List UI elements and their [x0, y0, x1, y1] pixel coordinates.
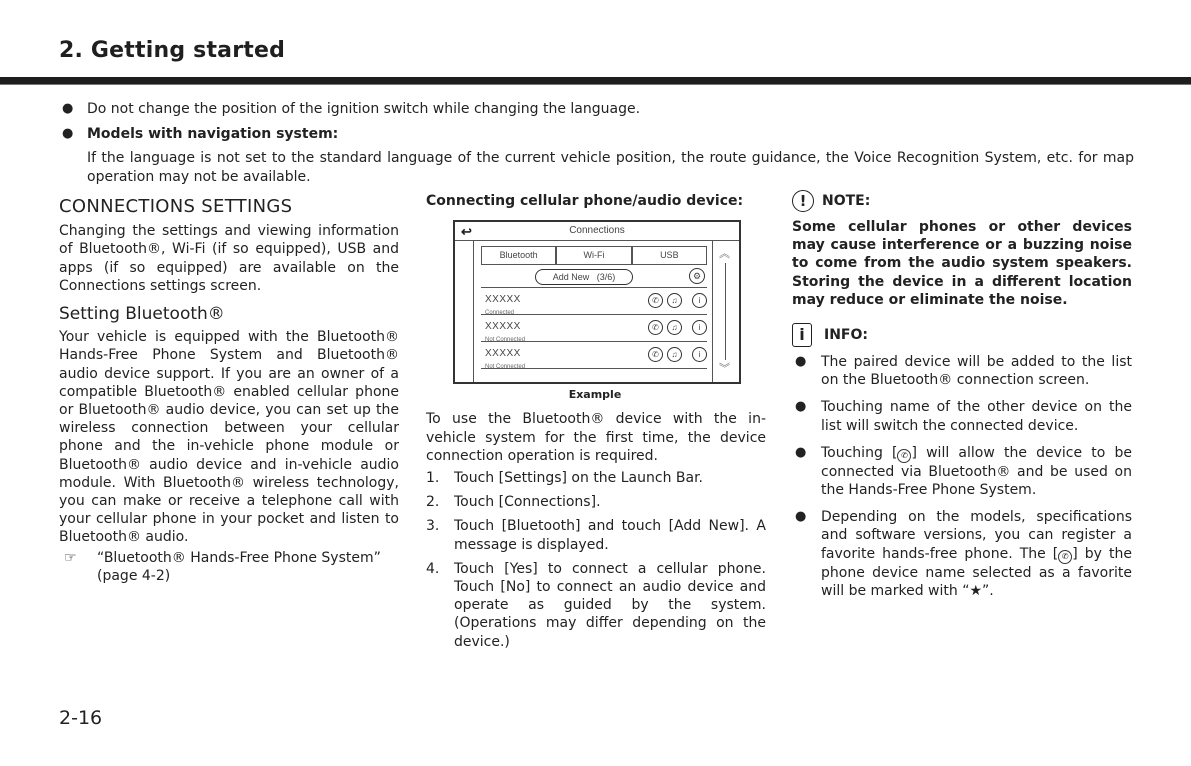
- info-icon: i: [792, 323, 812, 347]
- page-reference-link[interactable]: ☞ “Bluetooth® Hands-Free Phone System” (page 4-2): [64, 549, 381, 584]
- scroll-up-icon: ︽: [719, 248, 730, 261]
- tab-bluetooth: Bluetooth: [481, 246, 556, 264]
- phone-icon: ✆: [1058, 550, 1072, 564]
- device-row: XXXXX Connected ✆ ♫ i: [481, 287, 707, 314]
- subsection-text: Your vehicle is equipped with the Bluetooth® Hands-Free Phone System and Bluetooth® audio device support. If you are an owner of a compatible Bluetooth® enabled cellular phone or Bluetooth® audio device, you can set up the wireless connection between your cellular phone and the in-vehicle phone module or Bluetooth® audio device and in-vehicle audio module. With Bluetooth® wireless technology, you can make or receive a telephone call with your cellular phone in your pocket and listen to Bluetooth® audio.: [59, 329, 399, 546]
- bullet-icon: ●: [62, 125, 74, 141]
- intro-text: To use the Bluetooth® device with the in-vehicle system for the first time, the device connection operation is required.: [426, 411, 766, 464]
- scroll-down-icon: ︾: [719, 363, 730, 375]
- info-icon: i: [692, 293, 707, 308]
- scroll-track: [725, 263, 726, 360]
- music-icon: ♫: [667, 320, 682, 335]
- list-item: ● Touching name of the other device on the list will switch the connected device.: [795, 399, 1132, 434]
- figure-caption: Example: [568, 388, 622, 402]
- screen-body: [481, 246, 707, 369]
- list-item: ● The paired device will be added to the list on the Bluetooth® connection screen.: [795, 354, 1132, 389]
- screen-title: Connections: [569, 225, 625, 237]
- list-item-text: If the language is not set to the standard language of the current vehicle position, the route guidance, the Voice Recognition System, etc. for map operation may not be available.: [87, 150, 1134, 185]
- info-icon: i: [692, 347, 707, 362]
- note-text: Some cellular phones or other devices may cause interference or a buzzing noise to come from the audio system speakers. Storing the device in a different location may reduce or eliminate the noise.: [792, 219, 1132, 308]
- column-middle: [426, 192, 766, 657]
- bullet-icon: ●: [795, 399, 807, 415]
- pointing-hand-icon: ☞: [64, 549, 77, 566]
- subsection-title: Setting Bluetooth®: [59, 304, 225, 325]
- list-item: ● Depending on the models, specifications and software versions, you can register a favorite hands-free phone. The [ ✆ ] by the phone device name selected as a favorite will be marked with “★”.: [795, 509, 1132, 599]
- screen-left-panel: [455, 241, 474, 382]
- list-item: [59, 125, 1134, 187]
- subsection-heading: Connecting cellular phone/audio device:: [426, 193, 744, 209]
- steps-list: [426, 469, 766, 651]
- back-icon: ↩: [461, 224, 472, 240]
- tab-wifi: Wi-Fi: [556, 246, 631, 264]
- top-bullet-list: [59, 100, 1134, 192]
- section-text: Changing the settings and viewing information of Bluetooth®, Wi-Fi (if so equipped), USB and apps (if so equipped) are available on the Connections settings screen.: [59, 223, 399, 294]
- phone-icon: ✆: [648, 293, 663, 308]
- column-left: [59, 198, 399, 585]
- column-right: [792, 190, 1132, 609]
- list-item: ● Do not change the position of the ignition switch while changing the language.: [62, 101, 641, 117]
- phone-icon: ✆: [648, 320, 663, 335]
- section-title: CONNECTIONS SETTINGS: [59, 196, 293, 217]
- phone-icon: ✆: [897, 449, 911, 463]
- connections-screen-illustration: [453, 220, 741, 384]
- header-rule: [0, 77, 1191, 85]
- device-row: XXXXX Not Connected ✆ ♫ i: [481, 314, 707, 341]
- info-header: i INFO:: [792, 323, 1132, 347]
- tab-usb: USB: [632, 246, 707, 264]
- bullet-icon: ●: [62, 101, 74, 116]
- screen-scrollbar: [712, 241, 739, 382]
- device-row: XXXXX Not Connected ✆ ♫ i: [481, 341, 707, 369]
- music-icon: ♫: [667, 293, 682, 308]
- add-new-row: [481, 265, 707, 287]
- note-header: ! NOTE:: [792, 190, 1132, 212]
- screen-header: [455, 222, 739, 241]
- page-title: 2. Getting started: [59, 38, 286, 63]
- screen-tabs: [481, 246, 707, 265]
- settings-gear-icon: ⚙: [689, 268, 705, 284]
- step-item: 4. Touch [Yes] to connect a cellular phone. Touch [No] to connect an audio device and operate as guided by the system. (Operations may differ depending on the device.): [426, 560, 766, 650]
- step-item: 2. Touch [Connections].: [426, 494, 601, 511]
- list-item: ● Touching [ ✆ ] will allow the device to be connected via Bluetooth® and be used on the Hands-Free Phone System.: [795, 444, 1132, 499]
- step-item: 1. Touch [Settings] on the Launch Bar.: [426, 470, 703, 487]
- exclamation-icon: !: [792, 190, 814, 212]
- phone-icon: ✆: [648, 347, 663, 362]
- add-new-button: Add New (3/6): [535, 269, 633, 285]
- bullet-icon: ●: [795, 444, 807, 460]
- bullet-icon: ●: [795, 509, 807, 525]
- music-icon: ♫: [667, 347, 682, 362]
- list-item-heading: Models with navigation system:: [87, 125, 339, 142]
- page-number: 2-16: [59, 707, 103, 729]
- info-icon: i: [692, 320, 707, 335]
- bullet-icon: ●: [795, 354, 807, 370]
- step-item: 3. Touch [Bluetooth] and touch [Add New]. A message is displayed.: [426, 518, 766, 553]
